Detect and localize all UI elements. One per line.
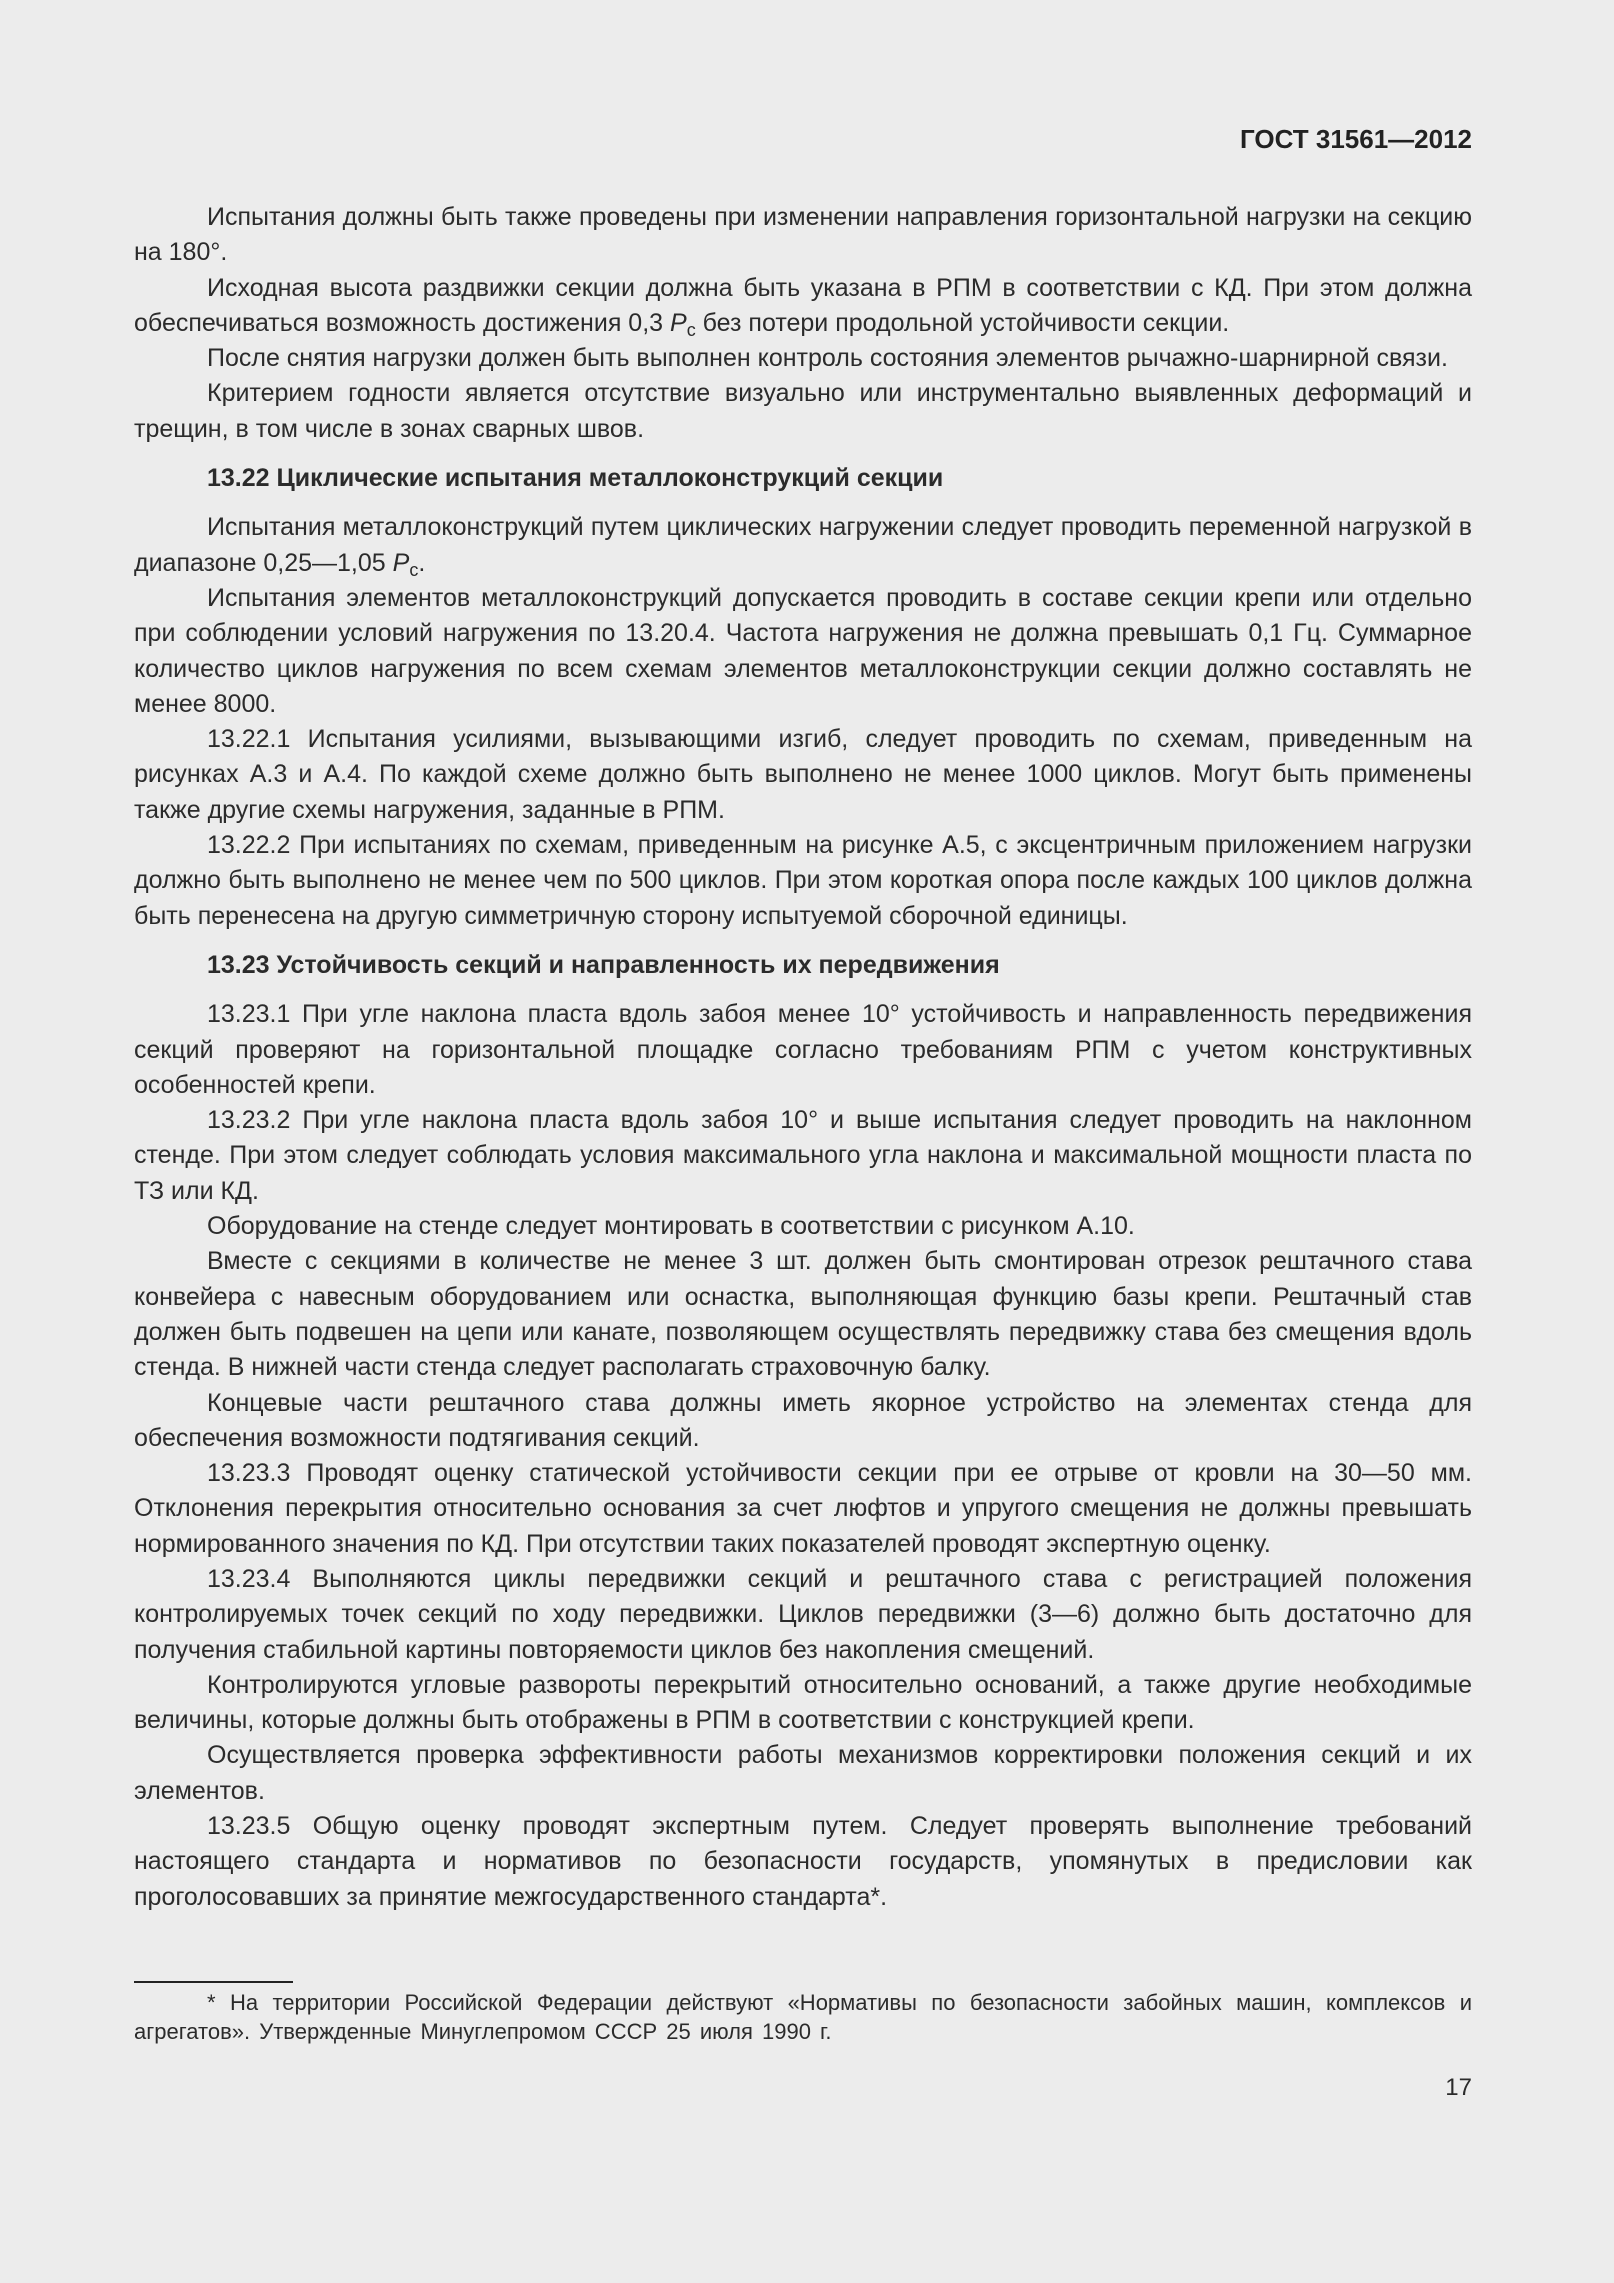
paragraph: 13.23.2 При угле наклона пласта вдоль забоя 10° и выше испытания следует проводить на наклонном стенде. При этом следует соблюдать условия максимального угла наклона и максимальной мощности пласта по ТЗ или КД. bbox=[134, 1106, 1472, 1205]
paragraph: Критерием годности является отсутствие визуально или инструментально выявленных деформаций и трещин, в том числе в зонах сварных швов. bbox=[134, 379, 1472, 443]
footnote-divider bbox=[134, 1981, 293, 1983]
paragraph-text: Исходная высота раздвижки секции должна быть указана в РПМ в соответствии с КД. При этом должна обеспечиваться возможность достижения 0,3 bbox=[134, 273, 1472, 337]
footnote: * На территории Российской Федерации действуют «Нормативы по безопасности забойных машин, комплексов и агрегатов». Утвержденные Минуглепромом СССР 25 июля 1990 г. bbox=[134, 1990, 1472, 2044]
section-heading-13-23: 13.23 Устойчивость секций и направленность их передвижения bbox=[207, 950, 1000, 979]
paragraph: Контролируются угловые развороты перекрытий относительно оснований, а также другие необходимые величины, которые должны быть отображены в РПМ в соответствии с конструкцией крепи. bbox=[134, 1670, 1472, 1735]
formula-subscript: с bbox=[409, 559, 419, 580]
paragraph: После снятия нагрузки должен быть выполнен контроль состояния элементов рычажно-шарнирной связи. bbox=[207, 344, 1448, 373]
paragraph-text: без потери продольной устойчивости секции. bbox=[695, 308, 1230, 337]
paragraph: 13.23.5 Общую оценку проводят экспертным путем. Следует проверять выполнение требований настоящего стандарта и нормативов по безопасности государств, упомянутых в предисловии как проголосовавших за принятие межгосударственного стандарта*. bbox=[134, 1812, 1472, 1911]
paragraph-text: Испытания металлоконструкций путем циклических нагружении следует проводить переменной нагрузкой в диапазоне 0,25—1,05 bbox=[134, 513, 1472, 577]
paragraph: Вместе с секциями в количестве не менее 3 шт. должен быть смонтирован отрезок рештачного става конвейера с навесным оборудованием или оснастка, выполняющая функцию базы крепи. Рештачный став должен быть подвешен на цепи или канате, позволяющем осуществлять передвижку става без смещения вдоль стенда. В нижней части стенда следует располагать страховочную балку. bbox=[134, 1247, 1472, 1382]
formula-symbol: P bbox=[670, 308, 687, 337]
paragraph: 13.22.2 При испытаниях по схемам, приведенным на рисунке А.5, с эксцентричным приложением нагрузки должно быть выполнено не менее чем по 500 циклов. При этом короткая опора после каждых 100 циклов должна быть перенесена на другую симметричную сторону испытуемой сборочной единицы. bbox=[134, 831, 1472, 930]
paragraph: Оборудование на стенде следует монтировать в соответствии с рисунком А.10. bbox=[207, 1212, 1135, 1241]
document-header: ГОСТ 31561—2012 bbox=[1240, 124, 1472, 154]
paragraph: 13.23.3 Проводят оценку статической устойчивости секции при ее отрыве от кровли на 30—50 мм. Отклонения перекрытия относительно основания за счет люфтов и упругого смещения не должны превышать нормированного значения по КД. При отсутствии таких показателей проводят экспертную оценку. bbox=[134, 1459, 1472, 1558]
formula-subscript: с bbox=[686, 319, 696, 340]
page-body bbox=[134, 200, 1472, 1915]
paragraph: 13.23.4 Выполняются циклы передвижки секций и рештачного става с регистрацией положения контролируемых точек секций по ходу передвижки. Циклов передвижки (3—6) должно быть достаточно для получения стабильной картины повторяемости циклов без накопления смещений. bbox=[134, 1564, 1472, 1664]
page-number: 17 bbox=[1445, 2074, 1472, 2101]
paragraph: Испытания элементов металлоконструкций допускается проводить в составе секции крепи или отдельно при соблюдении условий нагружения по 13.20.4. Частота нагружения не должна превышать 0,1 Гц. Суммарное количество циклов нагружения по всем схемам элементов металлоконструкции секции должно составлять не менее 8000. bbox=[134, 583, 1472, 718]
paragraph: Концевые части рештачного става должны иметь якорное устройство на элементах стенда для обеспечения возможности подтягивания секций. bbox=[134, 1388, 1472, 1452]
paragraph: 13.22.1 Испытания усилиями, вызывающими изгиб, следует проводить по схемам, приведенным на рисунках А.3 и А.4. По каждой схеме должно быть выполнено не менее 1000 циклов. Могут быть применены также другие схемы нагружения, заданные в РПМ. bbox=[134, 725, 1472, 824]
paragraph: Осуществляется проверка эффективности работы механизмов корректировки положения секций и их элементов. bbox=[134, 1741, 1472, 1805]
paragraph-text: . bbox=[418, 548, 426, 577]
paragraph bbox=[134, 271, 1472, 342]
formula-symbol: P bbox=[392, 548, 410, 577]
section-heading-13-22: 13.22 Циклические испытания металлоконструкций секции bbox=[207, 464, 944, 493]
paragraph: 13.23.1 При угле наклона пласта вдоль забоя менее 10° устойчивость и направленность передвижения секций проверяют на горизонтальной площадке согласно требованиям РПМ с учетом конструктивных особенностей крепи. bbox=[134, 1000, 1472, 1099]
paragraph bbox=[134, 510, 1472, 581]
paragraph: Испытания должны быть также проведены при изменении направления горизонтальной нагрузки на секцию на 180°. bbox=[134, 203, 1472, 267]
